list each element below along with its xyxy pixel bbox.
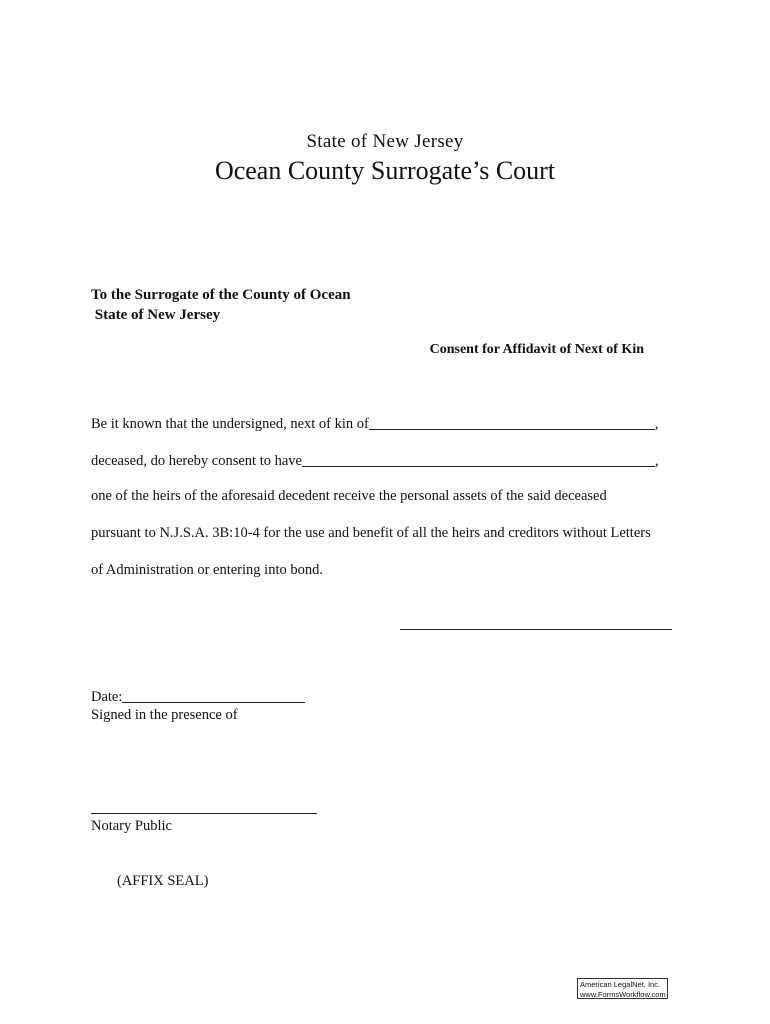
affix-seal-label: (AFFIX SEAL)	[117, 873, 209, 889]
document-title: Consent for Affidavit of Next of Kin	[429, 342, 644, 357]
date-field[interactable]	[122, 688, 305, 703]
notary-public-label: Notary Public	[91, 818, 172, 834]
decedent-name-field[interactable]	[369, 415, 655, 430]
consent-label: deceased, do hereby consent to have	[91, 453, 302, 469]
addressee-line-2: State of New Jersey	[91, 307, 221, 323]
footer-publisher-box	[577, 978, 668, 999]
footer-publisher-name: American LegalNet, Inc.	[580, 980, 661, 989]
signed-in-presence-label: Signed in the presence of	[91, 707, 238, 723]
court-title: Ocean County Surrogate’s Court	[214, 156, 556, 185]
signature-field[interactable]	[400, 629, 672, 630]
addressee-block	[91, 285, 351, 325]
body-line-4: pursuant to N.J.S.A. 3B:10-4 for the use and benefit of all the heirs and creditors without Letters	[91, 525, 651, 541]
date-label: Date:	[91, 689, 123, 705]
next-of-kin-label: Be it known that the undersigned, next of kin of	[91, 416, 369, 432]
body-line-consent	[91, 452, 659, 470]
date-row	[91, 688, 305, 706]
state-title: State of New Jersey	[306, 131, 464, 152]
body-line-next-of-kin	[91, 415, 659, 433]
notary-signature-field[interactable]	[91, 813, 317, 814]
footer-publisher-url: www.FormsWorkflow.com	[580, 990, 666, 999]
heir-name-field[interactable]	[302, 452, 655, 467]
body-line-5: of Administration or entering into bond.	[91, 562, 323, 578]
comma: ,	[654, 453, 659, 469]
body-line-3: one of the heirs of the aforesaid decedent receive the personal assets of the said deceased	[91, 488, 607, 504]
addressee-line-1: To the Surrogate of the County of Ocean	[91, 287, 351, 303]
comma: ,	[654, 416, 659, 432]
